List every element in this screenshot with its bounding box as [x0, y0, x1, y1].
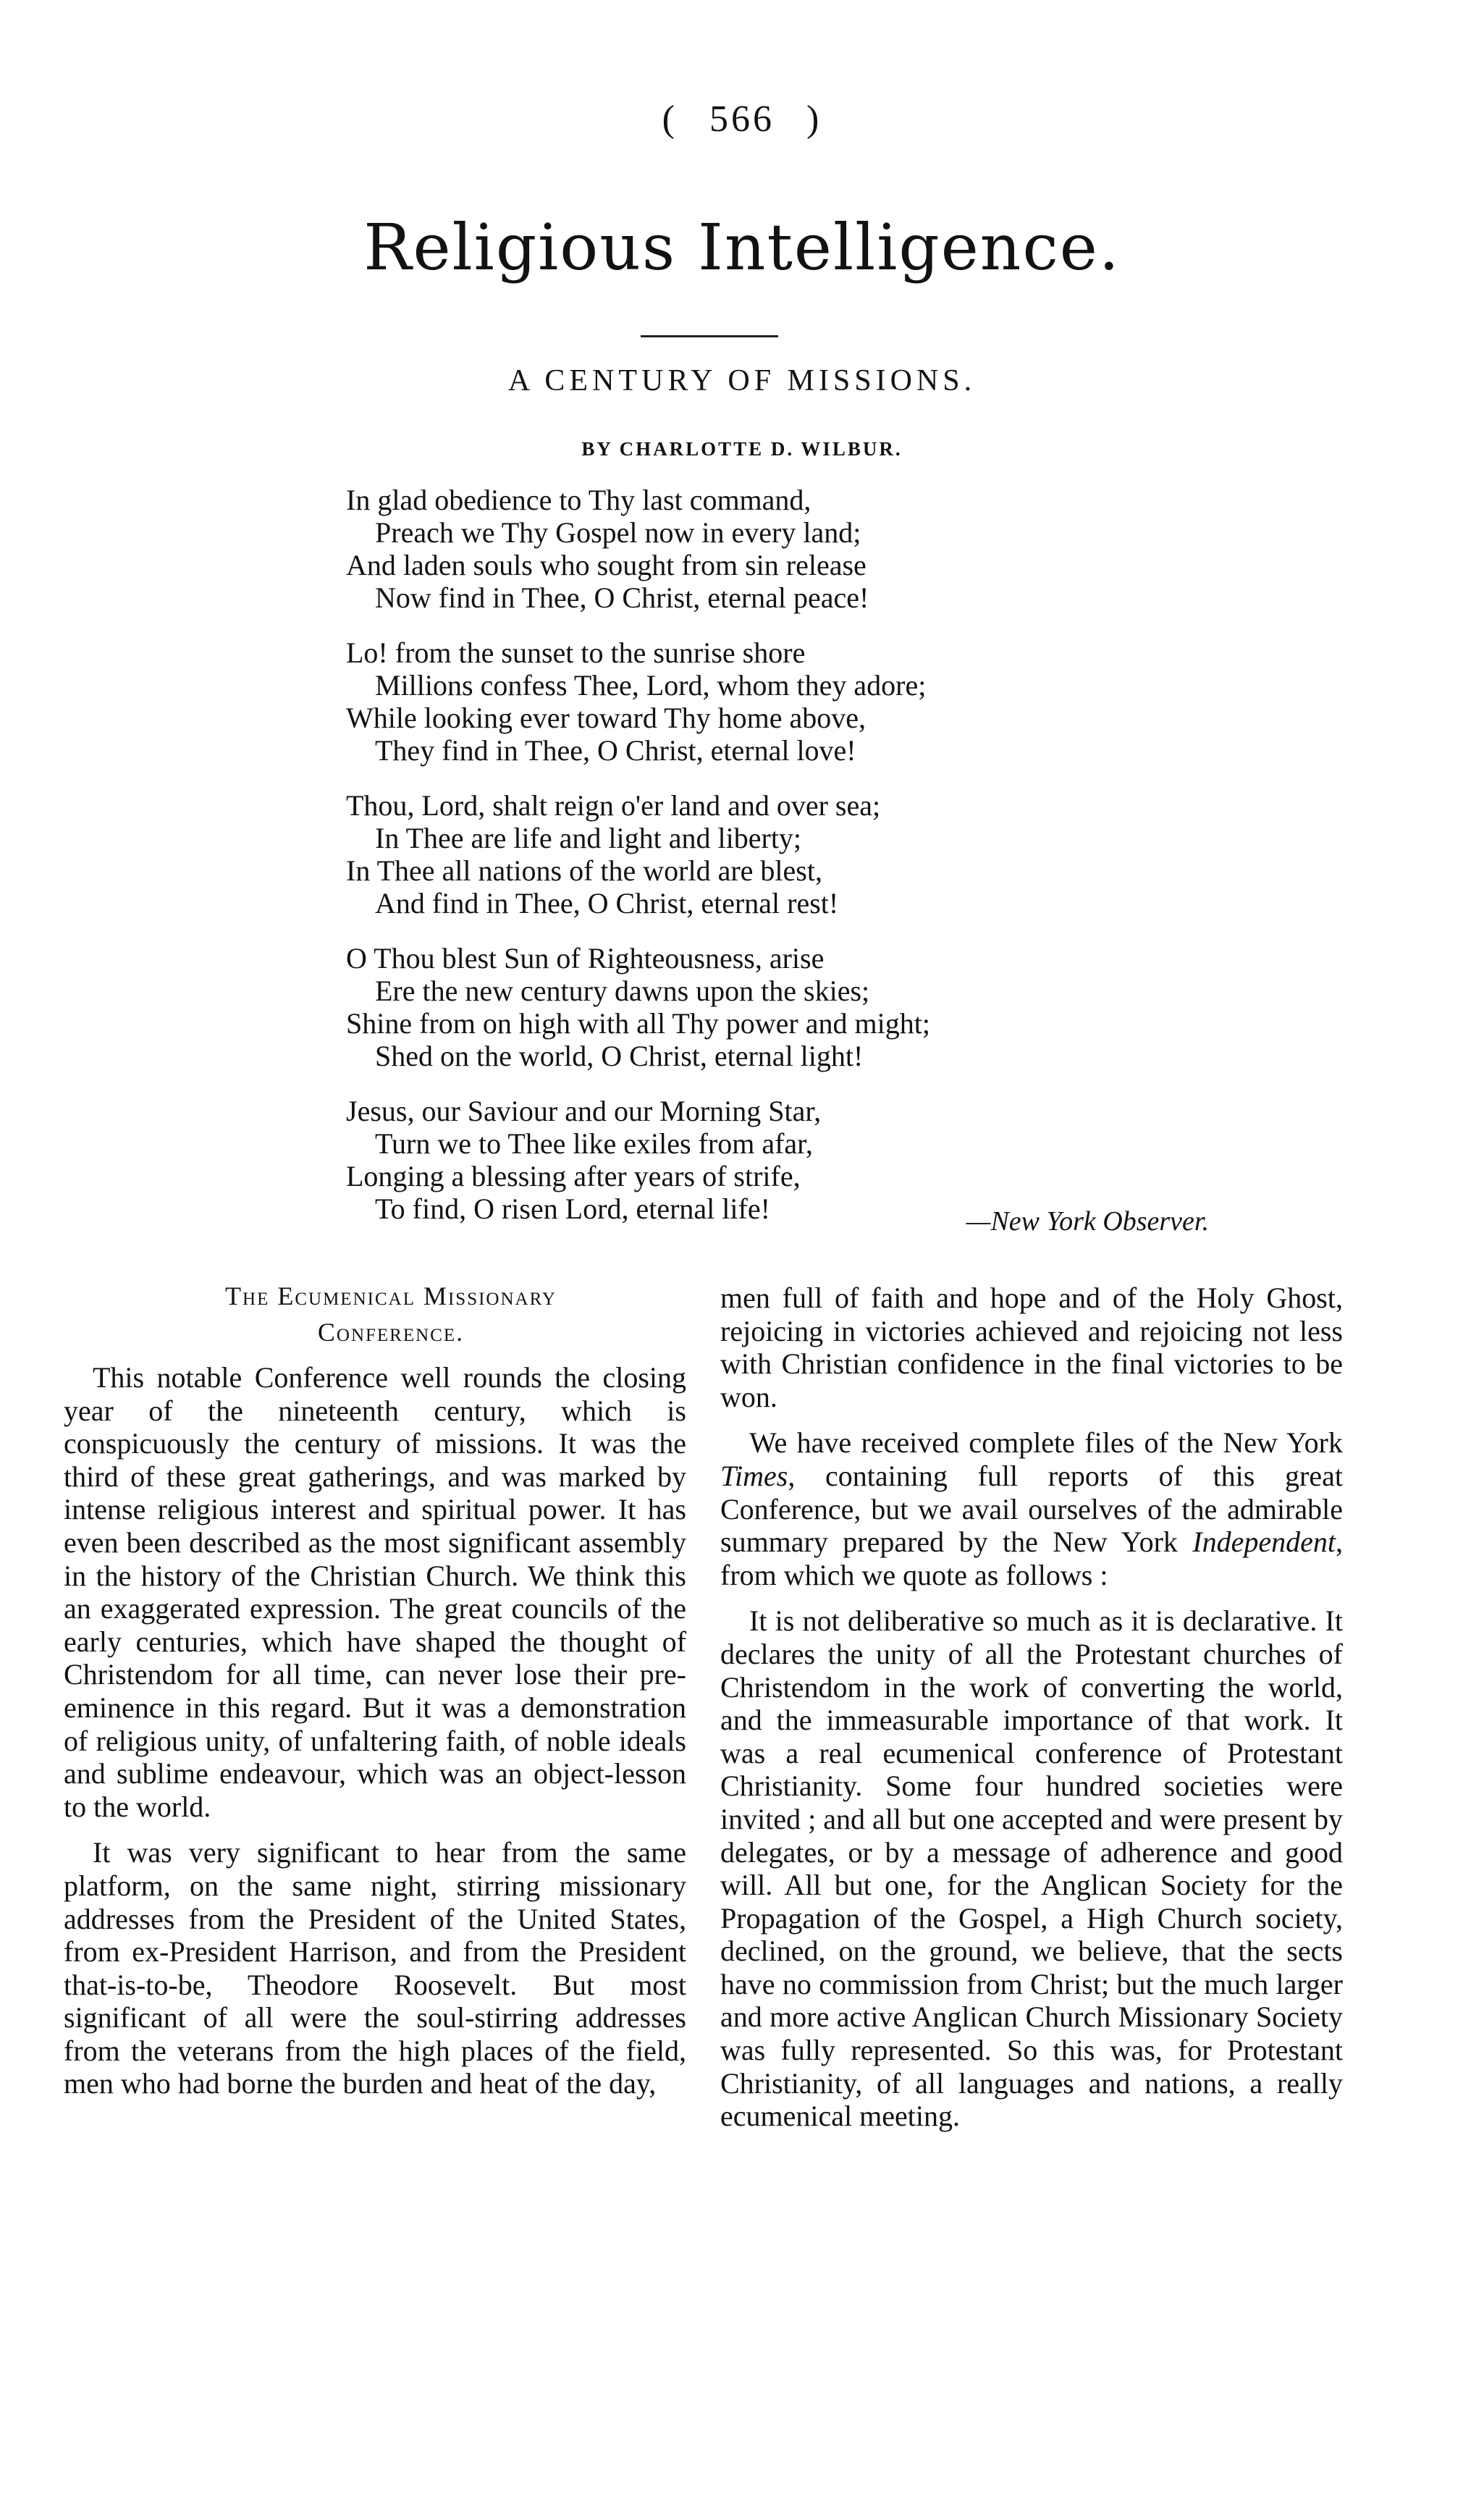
- heading-rule: [641, 335, 778, 337]
- section-heading: Religious Intelligence.: [363, 210, 1121, 285]
- poem-line: To find, O risen Lord, eternal life!: [375, 1192, 770, 1225]
- stanza: [346, 789, 1258, 919]
- publication-title: Independent: [1192, 1525, 1336, 1559]
- poem-line: In Thee all nations of the world are blest,: [346, 854, 822, 887]
- poem-line: Jesus, our Saviour and our Morning Star,: [346, 1095, 822, 1127]
- poem-line: In Thee are life and light and liberty;: [375, 822, 802, 854]
- article-title-line: Conference.: [317, 1318, 465, 1347]
- poem-title: A CENTURY OF MISSIONS.: [507, 364, 977, 397]
- paragraph: It is not deliberative so much as it is declarative. It declares the unity of all the Protestant churches of Christendom in the work of converting the world, and the immeasurable importance of that work. It was a real ecumenical conference of Protestant Christianity. Some four hundred societies were invited ; and all but one accepted and were present by delegates, or by a message of adherence and good will. All but one, for the Anglican Society for the Propagation of the Gospel, a High Church society, declined, on the ground, we believe, that the sects have no commission from Christ; but the much larger and more active Anglican Church Missionary Society was fully represented. So this was, for Protestant Christianity, of all languages and nations, a really ecumenical meeting.: [720, 1604, 1343, 2133]
- paragraph: We have received complete files of the New York Times, containing full reports of this great Conference, but we avail ourselves of the admirable summary prepared by the New York Independent, from which we quote as follows :: [720, 1426, 1343, 1591]
- poem-line: And laden souls who sought from sin release: [346, 549, 867, 581]
- poem-line: Longing a blessing after years of strife,: [346, 1160, 801, 1192]
- poem-line: While looking ever toward Thy home above,: [346, 702, 866, 734]
- poem-line: Millions confess Thee, Lord, whom they adore;: [375, 669, 927, 702]
- poem-line: Thou, Lord, shalt reign o'er land and over sea;: [346, 789, 881, 822]
- page-number-value: 566: [709, 98, 775, 140]
- poem-line: Shine from on high with all Thy power and might;: [346, 1007, 930, 1040]
- poem-line: Ere the new century dawns upon the skies;: [375, 975, 870, 1007]
- open-paren: (: [662, 98, 678, 140]
- left-column: [64, 1361, 686, 2113]
- poem: [346, 484, 1258, 1247]
- article-title: [80, 1278, 702, 1350]
- poem-line: Now find in Thee, O Christ, eternal peace!: [375, 581, 869, 614]
- poem-attribution: —New York Observer.: [966, 1206, 1209, 1237]
- page-number: [0, 98, 1484, 140]
- poem-line: Shed on the world, O Christ, eternal light!: [375, 1040, 864, 1072]
- article-title-line: The Ecumenical Missionary: [225, 1281, 557, 1310]
- poem-byline: BY CHARLOTTE D. WILBUR.: [581, 438, 903, 460]
- stanza: [346, 636, 1258, 767]
- paragraph: It was very significant to hear from the same platform, on the same night, stirring missionary addresses from the President of the United States, from ex-President Harrison, and from the President that-is-to-be, Theodore Roosevelt. But most significant of all were the soul-stirring addresses from the veterans from the high places of the field, men who had borne the burden and heat of the day,: [64, 1836, 686, 2100]
- poem-line: Preach we Thy Gospel now in every land;: [375, 516, 861, 549]
- right-column: [720, 1281, 1343, 2146]
- poem-line: They find in Thee, O Christ, eternal love!: [375, 734, 856, 767]
- close-paren: ): [806, 98, 822, 140]
- publication-title: Times: [720, 1459, 788, 1492]
- poem-line: In glad obedience to Thy last command,: [346, 484, 811, 516]
- stanza: [346, 484, 1258, 614]
- poem-line: O Thou blest Sun of Righteousness, arise: [346, 942, 825, 975]
- paragraph-continuation: men full of faith and hope and of the Holy Ghost, rejoicing in victories achieved and rejoicing not less with Christian confidence in the final victories to be won.: [720, 1281, 1343, 1413]
- stanza: [346, 942, 1258, 1072]
- poem-line: Turn we to Thee like exiles from afar,: [375, 1127, 813, 1160]
- poem-line: And find in Thee, O Christ, eternal rest!: [375, 887, 839, 919]
- paragraph: This notable Conference well rounds the closing year of the nineteenth century, which is conspicuously the century of missions. It was the third of these great gatherings, and was marked by intense religious interest and spiritual power. It has even been described as the most significant assembly in the history of the Christian Church. We think this an exaggerated expression. The great councils of the early centuries, which have shaped the thought of Christendom for all time, can never lose their pre-eminence in this regard. But it was a demonstration of religious unity, of unfaltering faith, of noble ideals and sublime endeavour, which was an object-lesson to the world.: [64, 1361, 686, 1823]
- poem-line: Lo! from the sunset to the sunrise shore: [346, 636, 806, 669]
